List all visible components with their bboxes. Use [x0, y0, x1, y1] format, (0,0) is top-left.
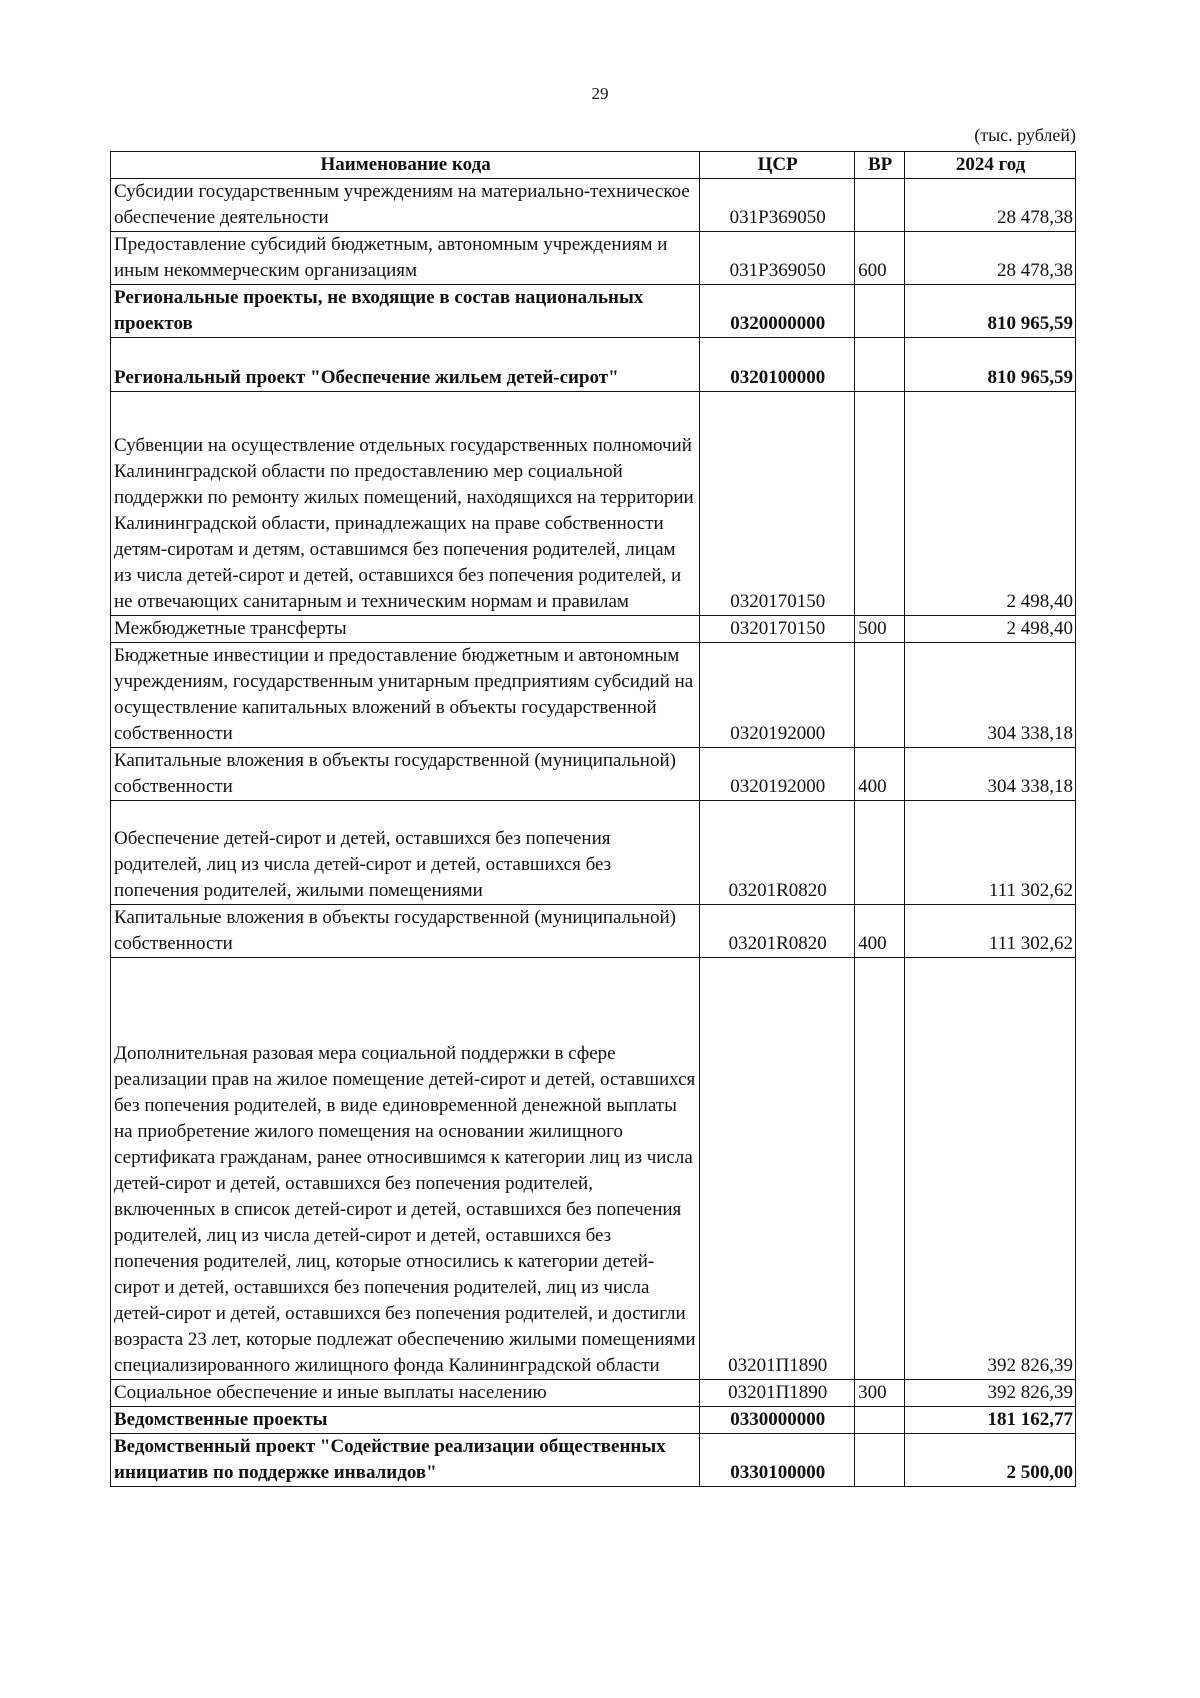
- row-sum: 810 965,59: [905, 285, 1076, 338]
- page-number: 29: [591, 84, 609, 103]
- row-vr: [855, 1407, 905, 1434]
- header-sum: 2024 год: [905, 152, 1076, 179]
- row-vr: [855, 801, 905, 905]
- header-vr: ВР: [855, 152, 905, 179]
- row-sum: 392 826,39: [905, 958, 1076, 1380]
- row-csr: 031Р369050: [700, 179, 855, 232]
- row-sum: 304 338,18: [905, 748, 1076, 801]
- header-name: Наименование кода: [111, 152, 700, 179]
- table-row: [111, 958, 1076, 1380]
- row-sum: 111 302,62: [905, 801, 1076, 905]
- row-vr: [855, 958, 905, 1380]
- row-vr: 600: [855, 232, 905, 285]
- row-csr: 0320192000: [700, 643, 855, 748]
- row-sum: 392 826,39: [905, 1380, 1076, 1407]
- row-name: Предоставление субсидий бюджетным, автономным учреждениям и иным некоммерческим организациям: [111, 232, 700, 285]
- row-sum: 2 498,40: [905, 392, 1076, 616]
- row-vr: [855, 392, 905, 616]
- row-csr: 031Р369050: [700, 232, 855, 285]
- table-row: [111, 1380, 1076, 1407]
- row-csr: 0320170150: [700, 616, 855, 643]
- row-name: Межбюджетные трансферты: [111, 616, 700, 643]
- row-sum: 28 478,38: [905, 232, 1076, 285]
- table-row: [111, 392, 1076, 616]
- row-csr: 0330000000: [700, 1407, 855, 1434]
- row-csr: 0320192000: [700, 748, 855, 801]
- table-row: [111, 905, 1076, 958]
- table-row: [111, 1434, 1076, 1487]
- row-sum: 28 478,38: [905, 179, 1076, 232]
- row-sum: 111 302,62: [905, 905, 1076, 958]
- table-row: [111, 232, 1076, 285]
- table-row: [111, 748, 1076, 801]
- row-name: Региональный проект "Обеспечение жильем детей-сирот": [111, 338, 700, 392]
- row-csr: 0330100000: [700, 1434, 855, 1487]
- row-name: Региональные проекты, не входящие в состав национальных проектов: [111, 285, 700, 338]
- row-csr: 0320000000: [700, 285, 855, 338]
- table-header-row: [111, 152, 1076, 179]
- row-name: Ведомственный проект "Содействие реализации общественных инициатив по поддержке инвалидов": [111, 1434, 700, 1487]
- row-vr: 400: [855, 748, 905, 801]
- row-csr: 0320100000: [700, 338, 855, 392]
- table-row: [111, 179, 1076, 232]
- row-vr: 500: [855, 616, 905, 643]
- row-csr: 03201П1890: [700, 958, 855, 1380]
- row-sum: 2 500,00: [905, 1434, 1076, 1487]
- row-sum: 304 338,18: [905, 643, 1076, 748]
- table-row: [111, 801, 1076, 905]
- table-row: [111, 338, 1076, 392]
- row-vr: [855, 179, 905, 232]
- row-vr: 400: [855, 905, 905, 958]
- budget-table: [110, 151, 1076, 1487]
- units-label: (тыс. рублей): [974, 125, 1076, 145]
- row-name: Дополнительная разовая мера социальной поддержки в сфере реализации прав на жилое помещение детей-сирот и детей, оставшихся без попечения родителей, в виде единовременной денежной выплаты на приобретение жилого помещения на основании жилищного сертификата гражданам, ранее относившимся к категории лиц из числа детей-сирот и детей, оставшихся без попечения родителей, включенных в список детей-сирот и детей, оставшихся без попечения родителей, лиц из числа детей-сирот и детей, оставшихся без попечения родителей, лиц, которые относились к категории детей-сирот и детей, оставшихся без попечения родителей, лиц из числа детей-сирот и детей, оставшихся без попечения родителей, и достигли возраста 23 лет, которые подлежат обеспечению жилыми помещениями специализированного жилищного фонда Калининградской области: [111, 958, 700, 1380]
- row-vr: [855, 1434, 905, 1487]
- row-name: Субвенции на осуществление отдельных государственных полномочий Калининградской области по предоставлению мер социальной поддержки по ремонту жилых помещений, находящихся на территории Калининградской области, принадлежащих на праве собственности детям-сиротам и детям, оставшимся без попечения родителей, лицам из числа детей-сирот и детей, оставшихся без попечения родителей, и не отвечающих санитарным и техническим нормам и правилам: [111, 392, 700, 616]
- row-csr: 03201R0820: [700, 905, 855, 958]
- row-csr: 0320170150: [700, 392, 855, 616]
- row-name: Бюджетные инвестиции и предоставление бюджетным и автономным учреждениям, государственным унитарным предприятиям субсидий на осуществление капитальных вложений в объекты государственной собственности: [111, 643, 700, 748]
- row-name: Капитальные вложения в объекты государственной (муниципальной) собственности: [111, 905, 700, 958]
- row-name: Капитальные вложения в объекты государственной (муниципальной) собственности: [111, 748, 700, 801]
- row-sum: 2 498,40: [905, 616, 1076, 643]
- row-csr: 03201R0820: [700, 801, 855, 905]
- header-csr: ЦСР: [700, 152, 855, 179]
- table-row: [111, 1407, 1076, 1434]
- table-row: [111, 285, 1076, 338]
- row-csr: 03201П1890: [700, 1380, 855, 1407]
- row-name: Ведомственные проекты: [111, 1407, 700, 1434]
- row-sum: 810 965,59: [905, 338, 1076, 392]
- row-sum: 181 162,77: [905, 1407, 1076, 1434]
- row-vr: [855, 338, 905, 392]
- row-vr: 300: [855, 1380, 905, 1407]
- row-vr: [855, 285, 905, 338]
- row-name: Социальное обеспечение и иные выплаты населению: [111, 1380, 700, 1407]
- row-vr: [855, 643, 905, 748]
- table-row: [111, 643, 1076, 748]
- row-name: Субсидии государственным учреждениям на материально-техническое обеспечение деятельности: [111, 179, 700, 232]
- table-row: [111, 616, 1076, 643]
- row-name: Обеспечение детей-сирот и детей, оставшихся без попечения родителей, лиц из числа детей-сирот и детей, оставшихся без попечения родителей, жилыми помещениями: [111, 801, 700, 905]
